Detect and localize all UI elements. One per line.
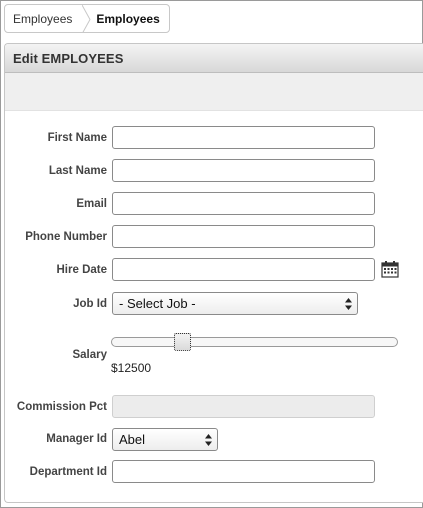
phone-number-label: Phone Number [25,231,107,243]
hire-date-input[interactable] [112,258,375,281]
region-button-bar [5,73,423,111]
commission-pct-input [112,395,375,418]
salary-slider-track[interactable] [111,337,398,347]
manager-id-selected-value: Abel [119,432,146,447]
commission-pct-label: Commission Pct [16,401,107,413]
calendar-icon[interactable] [381,261,399,278]
first-name-label: First Name [47,132,107,144]
breadcrumb-item-current: Employees [96,11,160,26]
email-input[interactable] [112,192,375,215]
phone-number-input[interactable] [112,225,375,248]
breadcrumb-item-employees-link[interactable]: Employees [13,11,73,26]
breadcrumb [4,4,170,33]
manager-id-select[interactable] [112,428,218,451]
job-id-select[interactable] [112,292,358,315]
email-label: Email [76,198,107,210]
region-header [5,44,423,73]
department-id-input[interactable] [112,460,375,483]
manager-id-label: Manager Id [46,433,107,445]
last-name-input[interactable] [112,159,375,182]
salary-label: Salary [72,349,107,361]
hire-date-label: Hire Date [56,264,107,276]
region-title: Edit EMPLOYEES [13,50,124,66]
job-id-selected-value: - Select Job - [119,296,196,311]
updown-arrows-icon [204,433,213,447]
first-name-input[interactable] [112,126,375,149]
salary-value: $12500 [111,361,152,375]
job-id-label: Job Id [73,298,107,310]
department-id-label: Department Id [29,466,107,478]
last-name-label: Last Name [48,165,107,177]
salary-slider-handle[interactable] [174,333,191,351]
updown-arrows-icon [344,297,353,311]
breadcrumb-separator-icon [82,5,91,32]
